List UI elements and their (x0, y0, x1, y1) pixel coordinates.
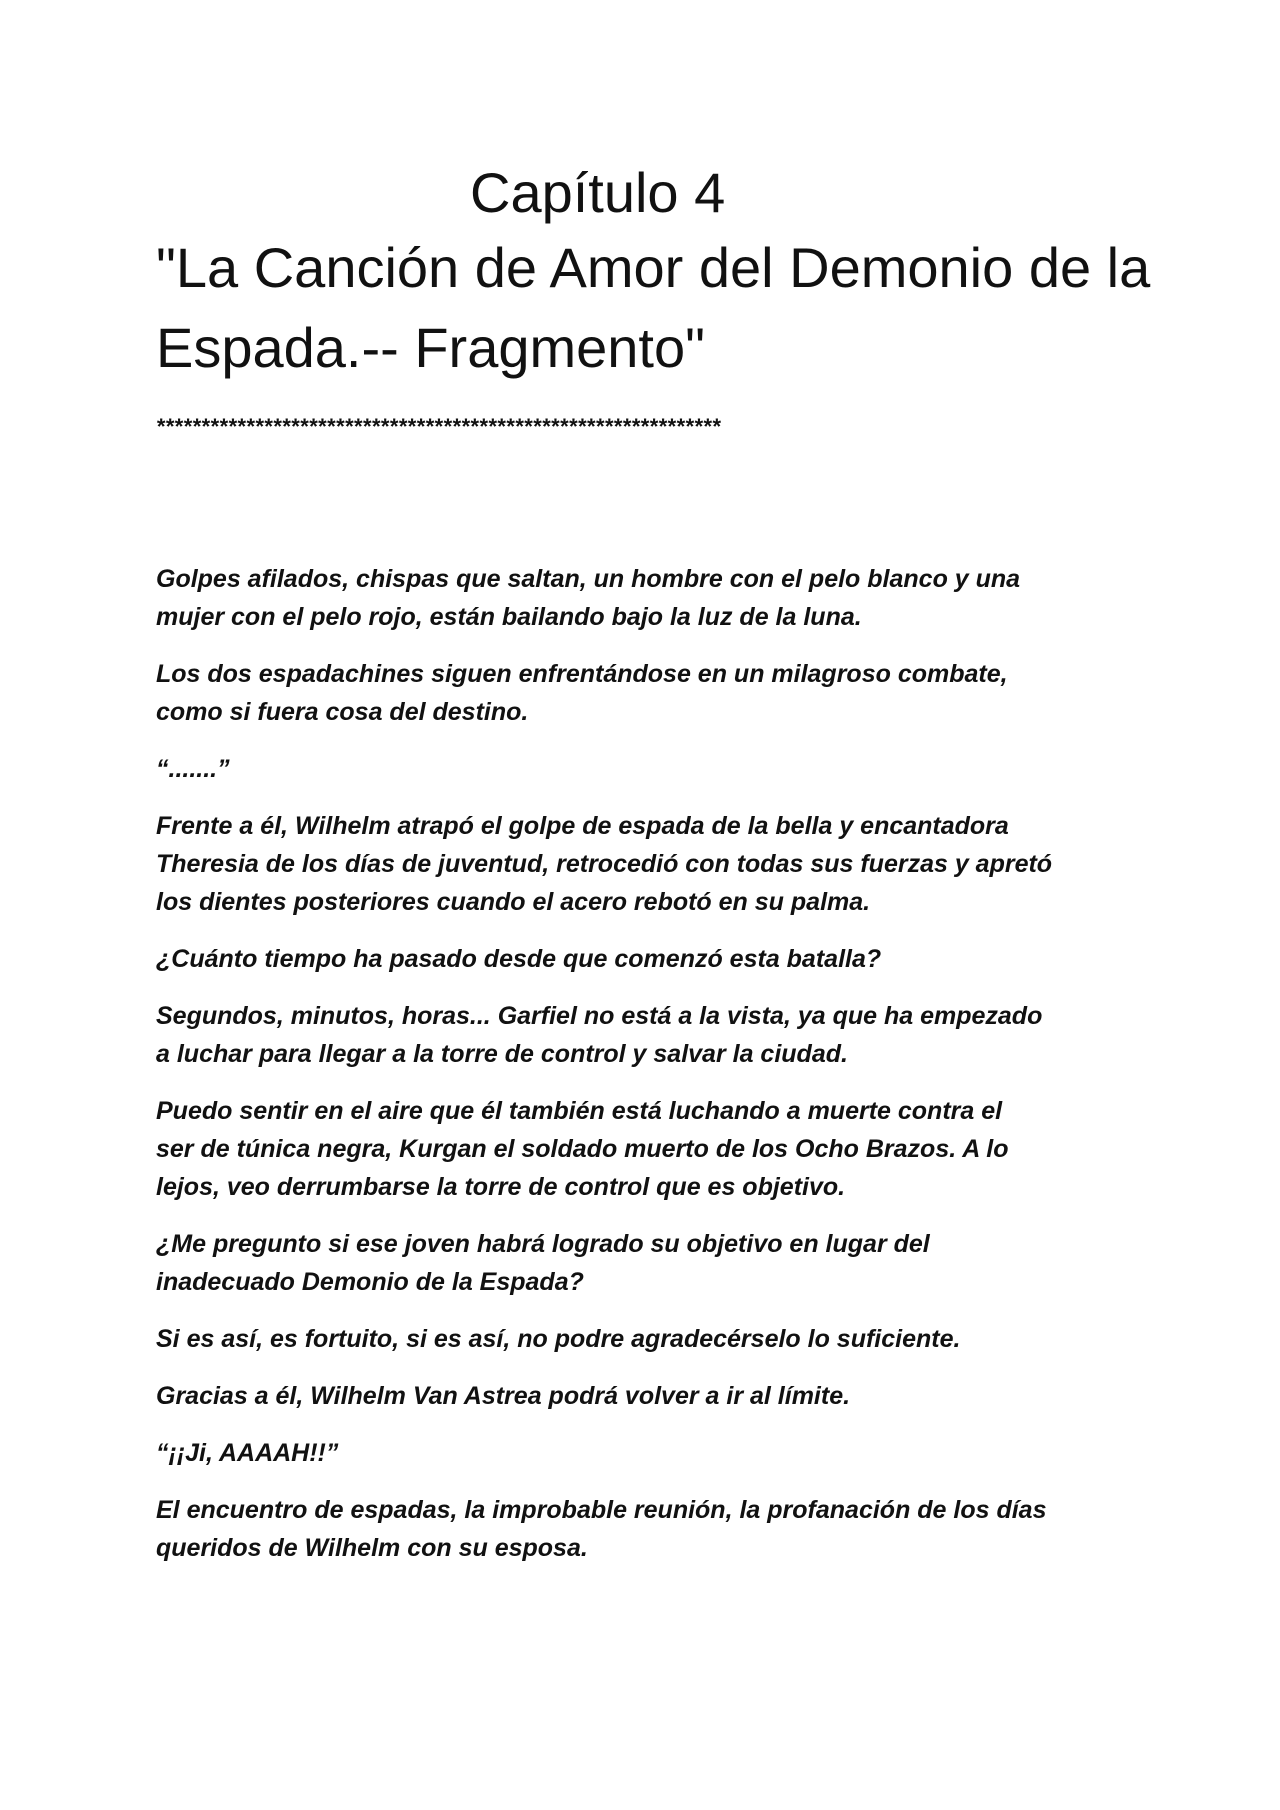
chapter-body (156, 560, 1146, 1586)
paragraph: Puedo sentir en el aire que él también está luchando a muerte contra el ser de túnica negra, Kurgan el soldado muerto de los Ocho Brazos. A lo lejos, veo derrumbarse la torre de control que es objetivo. (156, 1097, 1009, 1201)
paragraph: Golpes afilados, chispas que saltan, un hombre con el pelo blanco y una mujer con el pelo rojo, están bailando bajo la luz de la luna. (156, 565, 1021, 631)
asterisk-separator: *************************************************************** (156, 414, 721, 439)
chapter-number: Capítulo 4 (470, 161, 726, 224)
paragraph: Los dos espadachines siguen enfrentándose en un milagroso combate, como si fuera cosa del destino. (156, 660, 1008, 726)
paragraph: “.......” (156, 755, 230, 783)
paragraph: Frente a él, Wilhelm atrapó el golpe de espada de la bella y encantadora Theresia de los días de juventud, retrocedió con todas sus fuerzas y apretó los dientes posteriores cuando el acero rebotó en su palma. (156, 812, 1053, 916)
paragraph: Si es así, es fortuito, si es así, no podre agradecérselo lo suficiente. (156, 1325, 961, 1353)
paragraph: Gracias a él, Wilhelm Van Astrea podrá volver a ir al límite. (156, 1382, 851, 1410)
paragraph: “¡¡Ji, AAAAH!!” (156, 1439, 339, 1467)
paragraph: ¿Me pregunto si ese joven habrá logrado su objetivo en lugar del inadecuado Demonio de la Espada? (156, 1230, 930, 1296)
paragraph: Segundos, minutos, horas... Garfiel no está a la vista, ya que ha empezado a luchar para llegar a la torre de control y salvar la ciudad. (156, 1002, 1043, 1068)
chapter-title: "La Canción de Amor del Demonio de la Espada.-- Fragmento" (156, 236, 1151, 379)
paragraph: El encuentro de espadas, la improbable reunión, la profanación de los días queridos de Wilhelm con su esposa. (156, 1496, 1047, 1562)
paragraph: ¿Cuánto tiempo ha pasado desde que comenzó esta batalla? (156, 945, 882, 973)
